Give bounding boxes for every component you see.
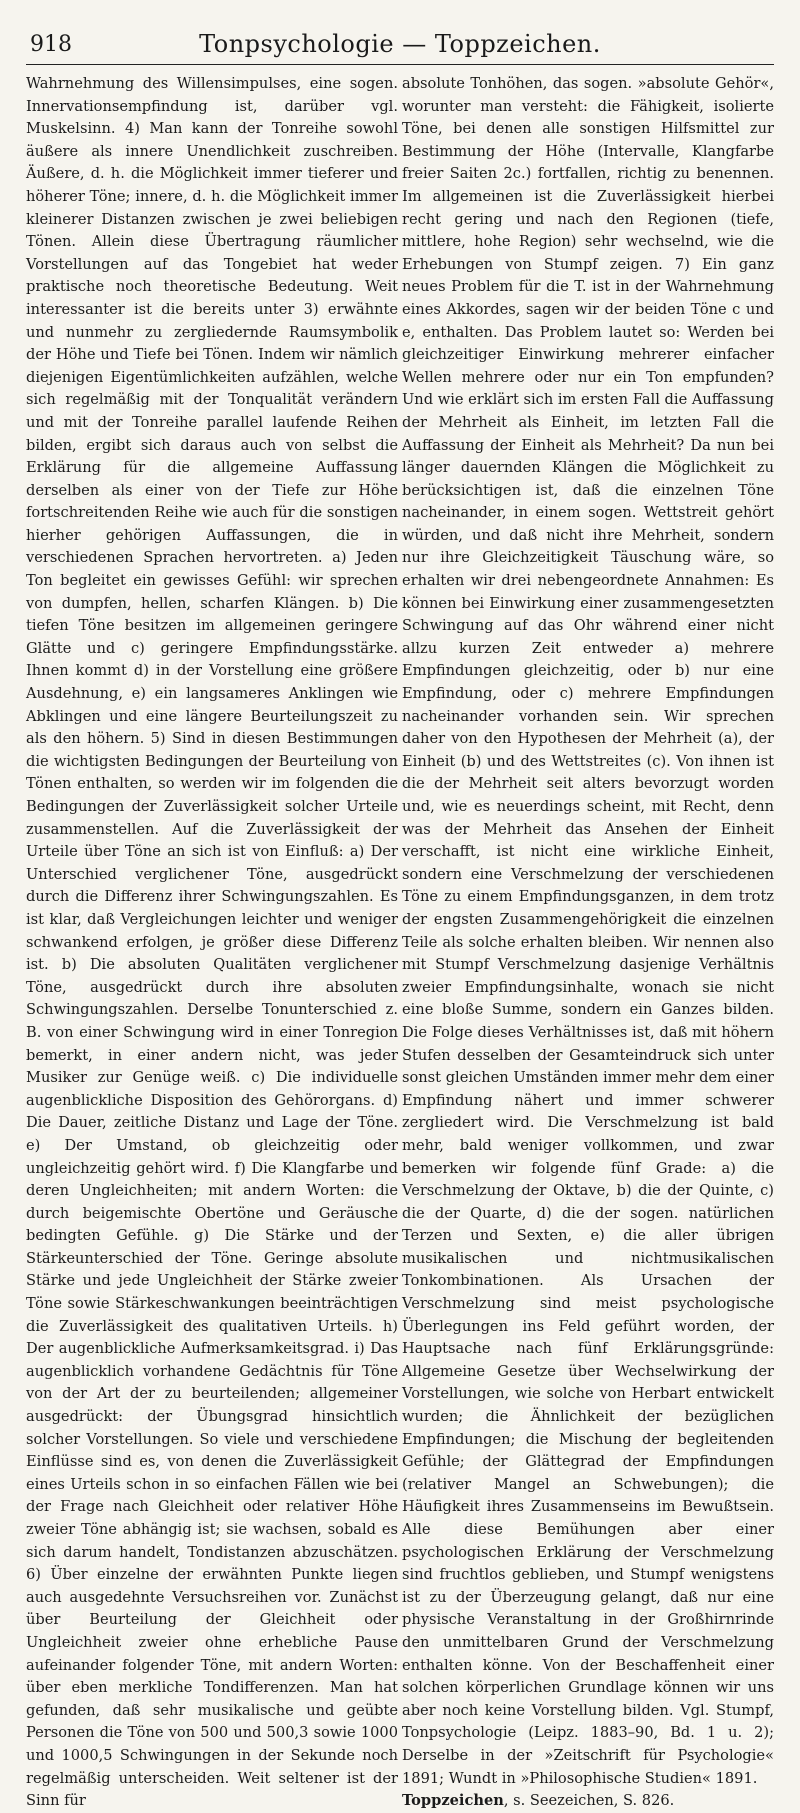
right-column-paragraph: absolute Tonhöhen, das sogen. »absolute Gehör«, worunter man versteht: die Fähigkeit, isolierte Töne, bei denen alle sonstigen Hilfsmittel zur Bestimmung der Höhe (Intervalle, Klangfarbe freier Saiten 2c.) fortfallen, richtig zu benennen. Im allgemeinen ist die Zuverlässigkeit hierbei recht gering und nach den Regionen (tiefe, mittlere, hohe Region) sehr wechselnd, wie die Erhebungen von Stumpf zeigen. 7) Ein ganz neues Problem für die T. ist in der Wahrnehmung eines Akkordes, sagen wir der beiden Töne c und e, enthalten. Das Problem lautet so: Werden bei gleichzeitiger Einwirkung mehrerer einfacher Wellen mehrere oder nur ein Ton empfunden? Und wie erklärt sich im ersten Fall die Auffassung der Mehrheit als Einheit, im letzten Fall die Auffassung der Einheit als Mehrheit? Da nun bei länger dauernden Klängen die Möglichkeit zu berücksichtigen ist, daß die einzelnen Töne nacheinander, in einem sogen. Wettstreit gehört würden, und daß nicht ihre Mehrheit, sondern nur ihre Gleichzeitigkeit Täuschung wäre, so erhalten wir drei nebengeordnete Annahmen: Es können bei Einwirkung einer zusammengesetzten Schwingung auf das Ohr während einer nicht allzu kurzen Zeit entweder a) mehrere Empfindungen gleichzeitig, oder b) nur eine Empfindung, oder c) mehrere Empfindungen nacheinander vorhanden sein. Wir sprechen daher von den Hypothesen der Mehrheit (a), der Einheit (b) und des Wettstreites (c). Von ihnen ist die der Mehrheit seit alters bevorzugt worden und, wie es neuerdings scheint, mit Recht, denn was der Mehrheit das Ansehen der Einheit verschafft, ist nicht eine wirkliche Einheit, sondern eine Verschmelzung der verschiedenen Töne zu einem Empfindungsganzen, in dem trotz der engsten Zusammengehörigkeit die einzelnen Teile als solche erhalten bleiben. Wir nennen also mit Stumpf Verschmelzung dasjenige Verhältnis zweier Empfindungsinhalte, wonach sie nicht eine bloße Summe, sondern ein Ganzes bilden. Die Folge dieses Verhältnisses ist, daß mit höhern Stufen desselben der Gesamteindruck sich unter sonst gleichen Umständen immer mehr dem einer Empfindung nähert und immer schwerer zergliedert wird. Die Verschmelzung ist bald mehr, bald weniger vollkommen, und zwar bemerken wir folgende fünf Grade: a) die Verschmelzung der Oktave, b) die der Quinte, c) die der Quarte, d) die der sogen. natürlichen Terzen und Sexten, e) die aller übrigen musikalischen und nichtmusikalischen Tonkombinationen. Als Ursachen der Verschmelzung sind meist psychologische Überlegungen ins Feld geführt worden, der Hauptsache nach fünf Erklärungsgründe: Allgemeine Gesetze über Wechselwirkung der Vorstellungen, wie solche von Herbart entwickelt wurden; die Ähnlichkeit der bezüglichen Empfindungen; die Mischung der begleitenden Gefühle; der Glättegrad der Empfindungen (relativer Mangel an Schwebungen); die Häufigkeit ihres Zusammenseins im Bewußtsein. Alle diese Bemühungen aber einer psychologischen Erklärung der Verschmelzung sind fruchtlos geblieben, und Stumpf wenigstens ist zu der Überzeugung gelangt, daß nur eine physische Veranstaltung in der Großhirnrinde den unmittelbaren Grund der Verschmelzung enthalten könne. Von der Beschaffenheit einer solchen körperlichen Grundlage können wir uns aber noch keine Vorstellung bilden. Vgl. Stumpf, Tonpsychologie (Leipz. 1883–90, Bd. 1 u. 2); Derselbe in der »Zeitschrift für Psychologie« 1891; Wundt in »Philosophische Studien« 1891. [402,75,774,1787]
left-column-paragraph: Wahrnehmung des Willensimpulses, eine sogen. Innervationsempfindung ist, darüber vgl. Muskelsinn. 4) Man kann der Tonreihe sowohl äußere als innere Unendlichkeit zuschreiben. Äußere, d. h. die Möglichkeit immer tieferer und höherer Töne; innere, d. h. die Möglichkeit immer kleinerer Distanzen zwischen je zwei beliebigen Tönen. Allein diese Übertragung räumlicher Vorstellungen auf das Tongebiet hat weder praktische noch theoretische Bedeutung. Weit interessanter ist die bereits unter 3) erwähnte und nunmehr zu zergliedernde Raumsymbolik der Höhe und Tiefe bei Tönen. Indem wir nämlich diejenigen Eigentümlichkeiten aufzählen, welche sich regelmäßig mit der Tonqualität verändern und mit der Tonreihe parallel laufende Reihen bilden, ergibt sich daraus auch von selbst die Erklärung für die allgemeine Auffassung derselben als einer von der Tiefe zur Höhe fortschreitenden Reihe wie auch für die sonstigen hierher gehörigen Auffassungen, die in verschiedenen Sprachen hervortreten. a) Jeden Ton begleitet ein gewisses Gefühl: wir sprechen von dumpfen, hellen, scharfen Klängen. b) Die tiefen Töne besitzen im allgemeinen geringere Glätte und c) geringere Empfindungsstärke. Ihnen kommt d) in der Vorstellung eine größere Ausdehnung, e) ein langsameres Anklingen wie Abklingen und eine längere Beurteilungszeit zu als den höhern. 5) Sind in diesen Bestimmungen die wichtigsten Bedingungen der Beurteilung von Tönen enthalten, so werden wir im folgenden die Bedingungen der Zuverlässigkeit solcher Urteile zusammenstellen. Auf die Zuverlässigkeit der Urteile über Töne an sich ist von Einfluß: a) Der Unterschied verglichener Töne, ausgedrückt durch die Differenz ihrer Schwingungszahlen. Es ist klar, daß Vergleichungen leichter und weniger schwankend erfolgen, je größer diese Differenz ist. b) Die absoluten Qualitäten verglichener Töne, ausgedrückt durch ihre absoluten Schwingungszahlen. Derselbe Tonunterschied z. B. von einer Schwingung wird in einer Tonregion bemerkt, in einer andern nicht, was jeder Musiker zur Genüge weiß. c) Die individuelle augenblickliche Disposition des Gehörorgans. d) Die Dauer, zeitliche Distanz und Lage der Töne. e) Der Umstand, ob gleichzeitig oder ungleichzeitig gehört wird. f) Die Klangfarbe und deren Ungleichheiten; mit andern Worten: die durch beigemischte Obertöne und Geräusche bedingten Gefühle. g) Die Stärke und der Stärkeunterschied der Töne. Geringe absolute Stärke und jede Ungleichheit der Stärke zweier Töne sowie Stärkeschwankungen beeinträchtigen die Zuverlässigkeit des qualitativen Urteils. h) Der augenblickliche Aufmerksamkeitsgrad. i) Das augenblicklich vorhandene Gedächtnis für Töne von der Art der zu beurteilenden; allgemeiner ausgedrückt: der Übungsgrad hinsichtlich solcher Vorstellungen. So viele und verschiedene Einflüsse sind es, von denen die Zuverlässigkeit eines Urteils schon in so einfachen Fällen wie bei der Frage nach Gleichheit oder relativer Höhe zweier Töne abhängig ist; sie wachsen, sobald es sich darum handelt, Tondistanzen abzuschätzen. 6) Über einzelne der erwähnten Punkte liegen auch ausgedehnte Versuchsreihen vor. Zunächst über Beurteilung der Gleichheit oder Ungleichheit zweier ohne erhebliche Pause aufeinander folgender Töne, mit andern Worten: über eben merkliche Tondifferenzen. Man hat gefunden, daß sehr musikalische und geübte Personen die Töne von 500 und 500,3 sowie 1000 und 1000,5 Schwingungen in der Sekunde noch regelmäßig unterscheiden. Weit seltener ist der Sinn für [26,75,398,1810]
entry-text: , s. Seezeichen, S. 826. [503,1792,675,1810]
running-title: Tonpsychologie — Toppzeichen. [199,30,601,58]
right-column [402,73,774,1813]
header-rule [26,64,774,65]
dictionary-entry [402,1790,774,1813]
page-header [26,30,774,62]
left-column [26,73,398,1813]
page-number: 918 [30,32,72,57]
text-columns [26,73,774,1813]
entry-headword: Toppzeichen [402,1792,504,1810]
